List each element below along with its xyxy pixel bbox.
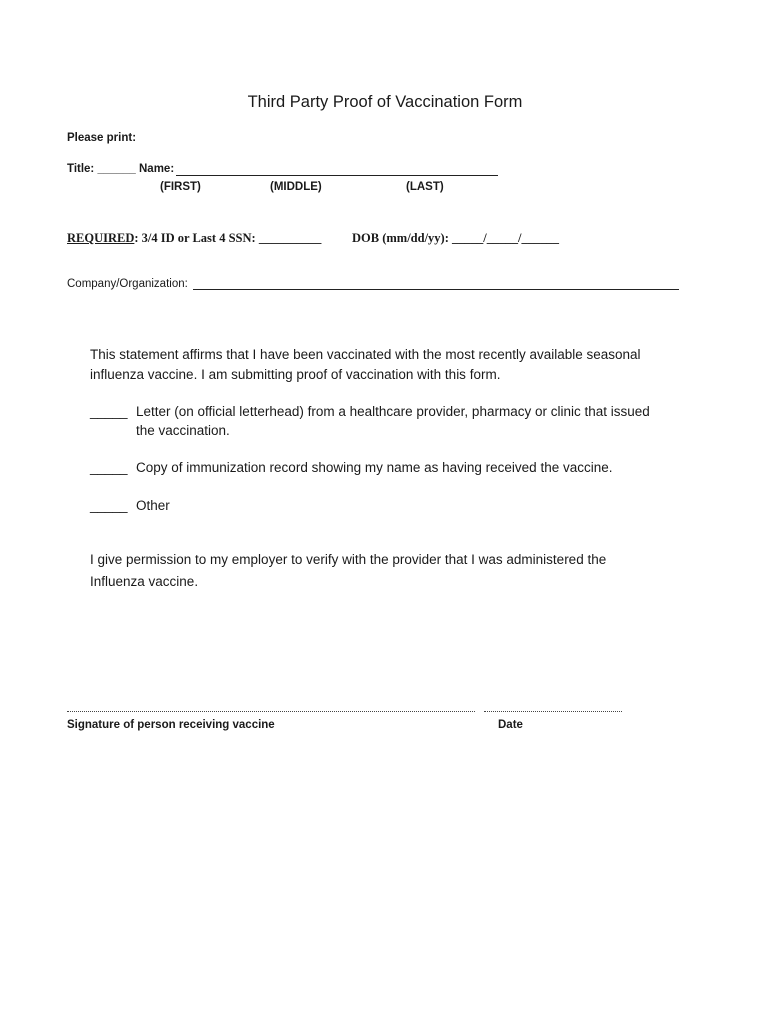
signature-label: Signature of person receiving vaccine — [67, 719, 275, 731]
company-field-label: Company/Organization: — [67, 278, 188, 290]
name-last-caption: (LAST) — [406, 181, 444, 193]
option-letter-line-1: Letter (on official letterhead) from a healthcare provider, pharmacy or clinic that issued — [136, 404, 650, 419]
statement-line-1: This statement affirms that I have been vaccinated with the most recently available seasonal — [90, 347, 641, 362]
required-id-blank[interactable]: __________ — [258, 231, 322, 245]
required-id-field — [67, 231, 321, 246]
name-middle-caption: (MIDDLE) — [270, 181, 322, 193]
name-field-label: Name: — [139, 163, 175, 175]
option-other-blank[interactable]: _____ — [90, 498, 128, 513]
title-field-label: Title: ______ — [67, 163, 136, 175]
name-input-line[interactable] — [176, 175, 498, 176]
option-letter-blank[interactable]: _____ — [90, 404, 128, 419]
signature-input-line[interactable] — [67, 711, 475, 712]
date-label: Date — [498, 719, 523, 731]
option-record-blank[interactable]: _____ — [90, 460, 128, 475]
statement-line-2: influenza vaccine. I am submitting proof of vaccination with this form. — [90, 367, 501, 382]
permission-line-1: I give permission to my employer to verify with the provider that I was administered the — [90, 552, 607, 567]
date-input-line[interactable] — [484, 711, 622, 712]
company-input-line[interactable] — [193, 289, 679, 290]
required-label: REQUIRED — [67, 231, 135, 245]
option-record-text: Copy of immunization record showing my name as having received the vaccine. — [136, 460, 613, 475]
required-id-label: : 3/4 ID or Last 4 SSN: — [134, 231, 256, 245]
form-title: Third Party Proof of Vaccination Form — [247, 93, 523, 111]
option-other-text: Other — [136, 498, 170, 513]
name-first-caption: (FIRST) — [160, 181, 201, 193]
permission-line-2: Influenza vaccine. — [90, 574, 199, 589]
please-print-label: Please print: — [67, 132, 137, 144]
dob-field[interactable]: DOB (mm/dd/yy): _____/_____/______ — [352, 231, 559, 245]
option-letter-line-2: the vaccination. — [136, 423, 230, 438]
